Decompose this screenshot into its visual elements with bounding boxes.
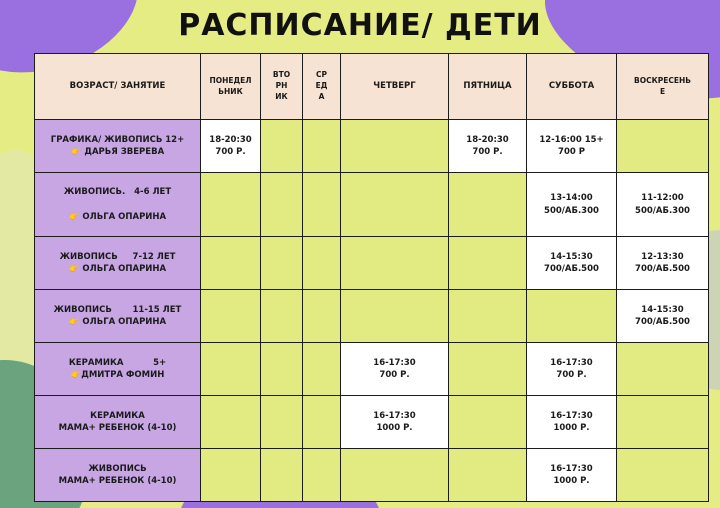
empty-slot xyxy=(341,290,449,343)
schedule-slot: 16-17:30 1000 Р. xyxy=(341,396,449,449)
activity-teacher: 👉 ОЛЬГА ОПАРИНА xyxy=(68,317,167,327)
schedule-slot: 16-17:30 700 Р. xyxy=(527,343,617,396)
activity-teacher: 👉ДМИТРА ФОМИН xyxy=(70,370,165,380)
header-age-activity: ВОЗРАСТ/ ЗАНЯТИЕ xyxy=(35,54,201,120)
empty-slot xyxy=(201,290,261,343)
empty-slot xyxy=(449,343,527,396)
empty-slot xyxy=(617,396,709,449)
schedule-slot: 12-16:00 15+ 700 Р xyxy=(527,120,617,173)
activity-label-cell xyxy=(35,449,201,502)
empty-slot xyxy=(303,120,341,173)
empty-slot xyxy=(201,237,261,290)
empty-slot xyxy=(261,237,303,290)
empty-slot xyxy=(261,396,303,449)
activity-teacher: МАМА+ РЕБЕНОК (4-10) xyxy=(58,476,177,486)
empty-slot xyxy=(303,237,341,290)
empty-slot xyxy=(449,173,527,237)
empty-slot xyxy=(261,290,303,343)
empty-slot xyxy=(617,343,709,396)
schedule-slot: 18-20:30 700 Р. xyxy=(449,120,527,173)
activity-teacher: 👉 ОЛЬГА ОПАРИНА xyxy=(68,264,167,274)
activity-label-cell xyxy=(35,237,201,290)
header-row xyxy=(35,54,709,120)
header-thursday: ЧЕТВЕРГ xyxy=(341,54,449,120)
table-row xyxy=(35,120,709,173)
schedule-slot: 16-17:30 1000 Р. xyxy=(527,396,617,449)
empty-slot xyxy=(449,396,527,449)
table-row xyxy=(35,343,709,396)
activity-teacher: 👉 ОЛЬГА ОПАРИНА xyxy=(68,211,167,222)
table-row xyxy=(35,449,709,502)
empty-slot xyxy=(303,173,341,237)
table-row xyxy=(35,237,709,290)
schedule-slot: 18-20:30 700 Р. xyxy=(201,120,261,173)
activity-label-cell xyxy=(35,173,201,237)
empty-slot xyxy=(201,343,261,396)
header-saturday: СУББОТА xyxy=(527,54,617,120)
empty-slot xyxy=(201,173,261,237)
empty-slot xyxy=(201,449,261,502)
header-friday: ПЯТНИЦА xyxy=(449,54,527,120)
empty-slot xyxy=(261,173,303,237)
header-wednesday: СР ЕД А xyxy=(303,54,341,120)
empty-slot xyxy=(449,290,527,343)
activity-title: ГРАФИКА/ ЖИВОПИСЬ 12+ xyxy=(50,134,185,145)
activity-title: ЖИВОПИСЬ 7-12 ЛЕТ xyxy=(59,251,176,262)
schedule-slot: 13-14:00 500/АБ.300 xyxy=(527,173,617,237)
empty-slot xyxy=(303,449,341,502)
schedule-slot: 16-17:30 700 Р. xyxy=(341,343,449,396)
empty-slot xyxy=(303,396,341,449)
header-tuesday: ВТО РН ИК xyxy=(261,54,303,120)
empty-slot xyxy=(341,449,449,502)
empty-slot xyxy=(303,290,341,343)
schedule-slot: 14-15:30 700/АБ.500 xyxy=(617,290,709,343)
empty-slot xyxy=(341,237,449,290)
page-title: РАСПИСАНИЕ/ ДЕТИ xyxy=(178,8,542,43)
schedule-slot: 16-17:30 1000 Р. xyxy=(527,449,617,502)
empty-slot xyxy=(261,449,303,502)
empty-slot xyxy=(617,120,709,173)
empty-slot xyxy=(449,237,527,290)
empty-slot xyxy=(261,343,303,396)
activity-label-cell xyxy=(35,396,201,449)
header-monday: ПОНЕДЕЛ ЬНИК xyxy=(201,54,261,120)
table-row xyxy=(35,396,709,449)
schedule-slot: 12-13:30 700/АБ.500 xyxy=(617,237,709,290)
activity-title: КЕРАМИКА 5+ xyxy=(68,357,167,368)
empty-slot xyxy=(449,449,527,502)
schedule-table xyxy=(34,53,709,502)
activity-title: ЖИВОПИСЬ. 4-6 ЛЕТ xyxy=(63,187,172,198)
activity-teacher: 👉 ДАРЬЯ ЗВЕРЕВА xyxy=(70,147,165,157)
activity-teacher: МАМА+ РЕБЕНОК (4-10) xyxy=(58,423,177,433)
empty-slot xyxy=(527,290,617,343)
empty-slot xyxy=(303,343,341,396)
table-row xyxy=(35,290,709,343)
empty-slot xyxy=(261,120,303,173)
header-sunday: ВОСКРЕСЕНЬ Е xyxy=(617,54,709,120)
activity-title: КЕРАМИКА xyxy=(90,410,145,421)
table-row xyxy=(35,173,709,237)
empty-slot xyxy=(341,173,449,237)
activity-title: ЖИВОПИСЬ xyxy=(88,463,147,474)
activity-title: ЖИВОПИСЬ 11-15 ЛЕТ xyxy=(53,304,182,315)
empty-slot xyxy=(201,396,261,449)
activity-label-cell xyxy=(35,290,201,343)
empty-slot xyxy=(617,449,709,502)
schedule-slot: 11-12:00 500/АБ.300 xyxy=(617,173,709,237)
activity-label-cell xyxy=(35,343,201,396)
activity-label-cell xyxy=(35,120,201,173)
schedule-slot: 14-15:30 700/АБ.500 xyxy=(527,237,617,290)
empty-slot xyxy=(341,120,449,173)
